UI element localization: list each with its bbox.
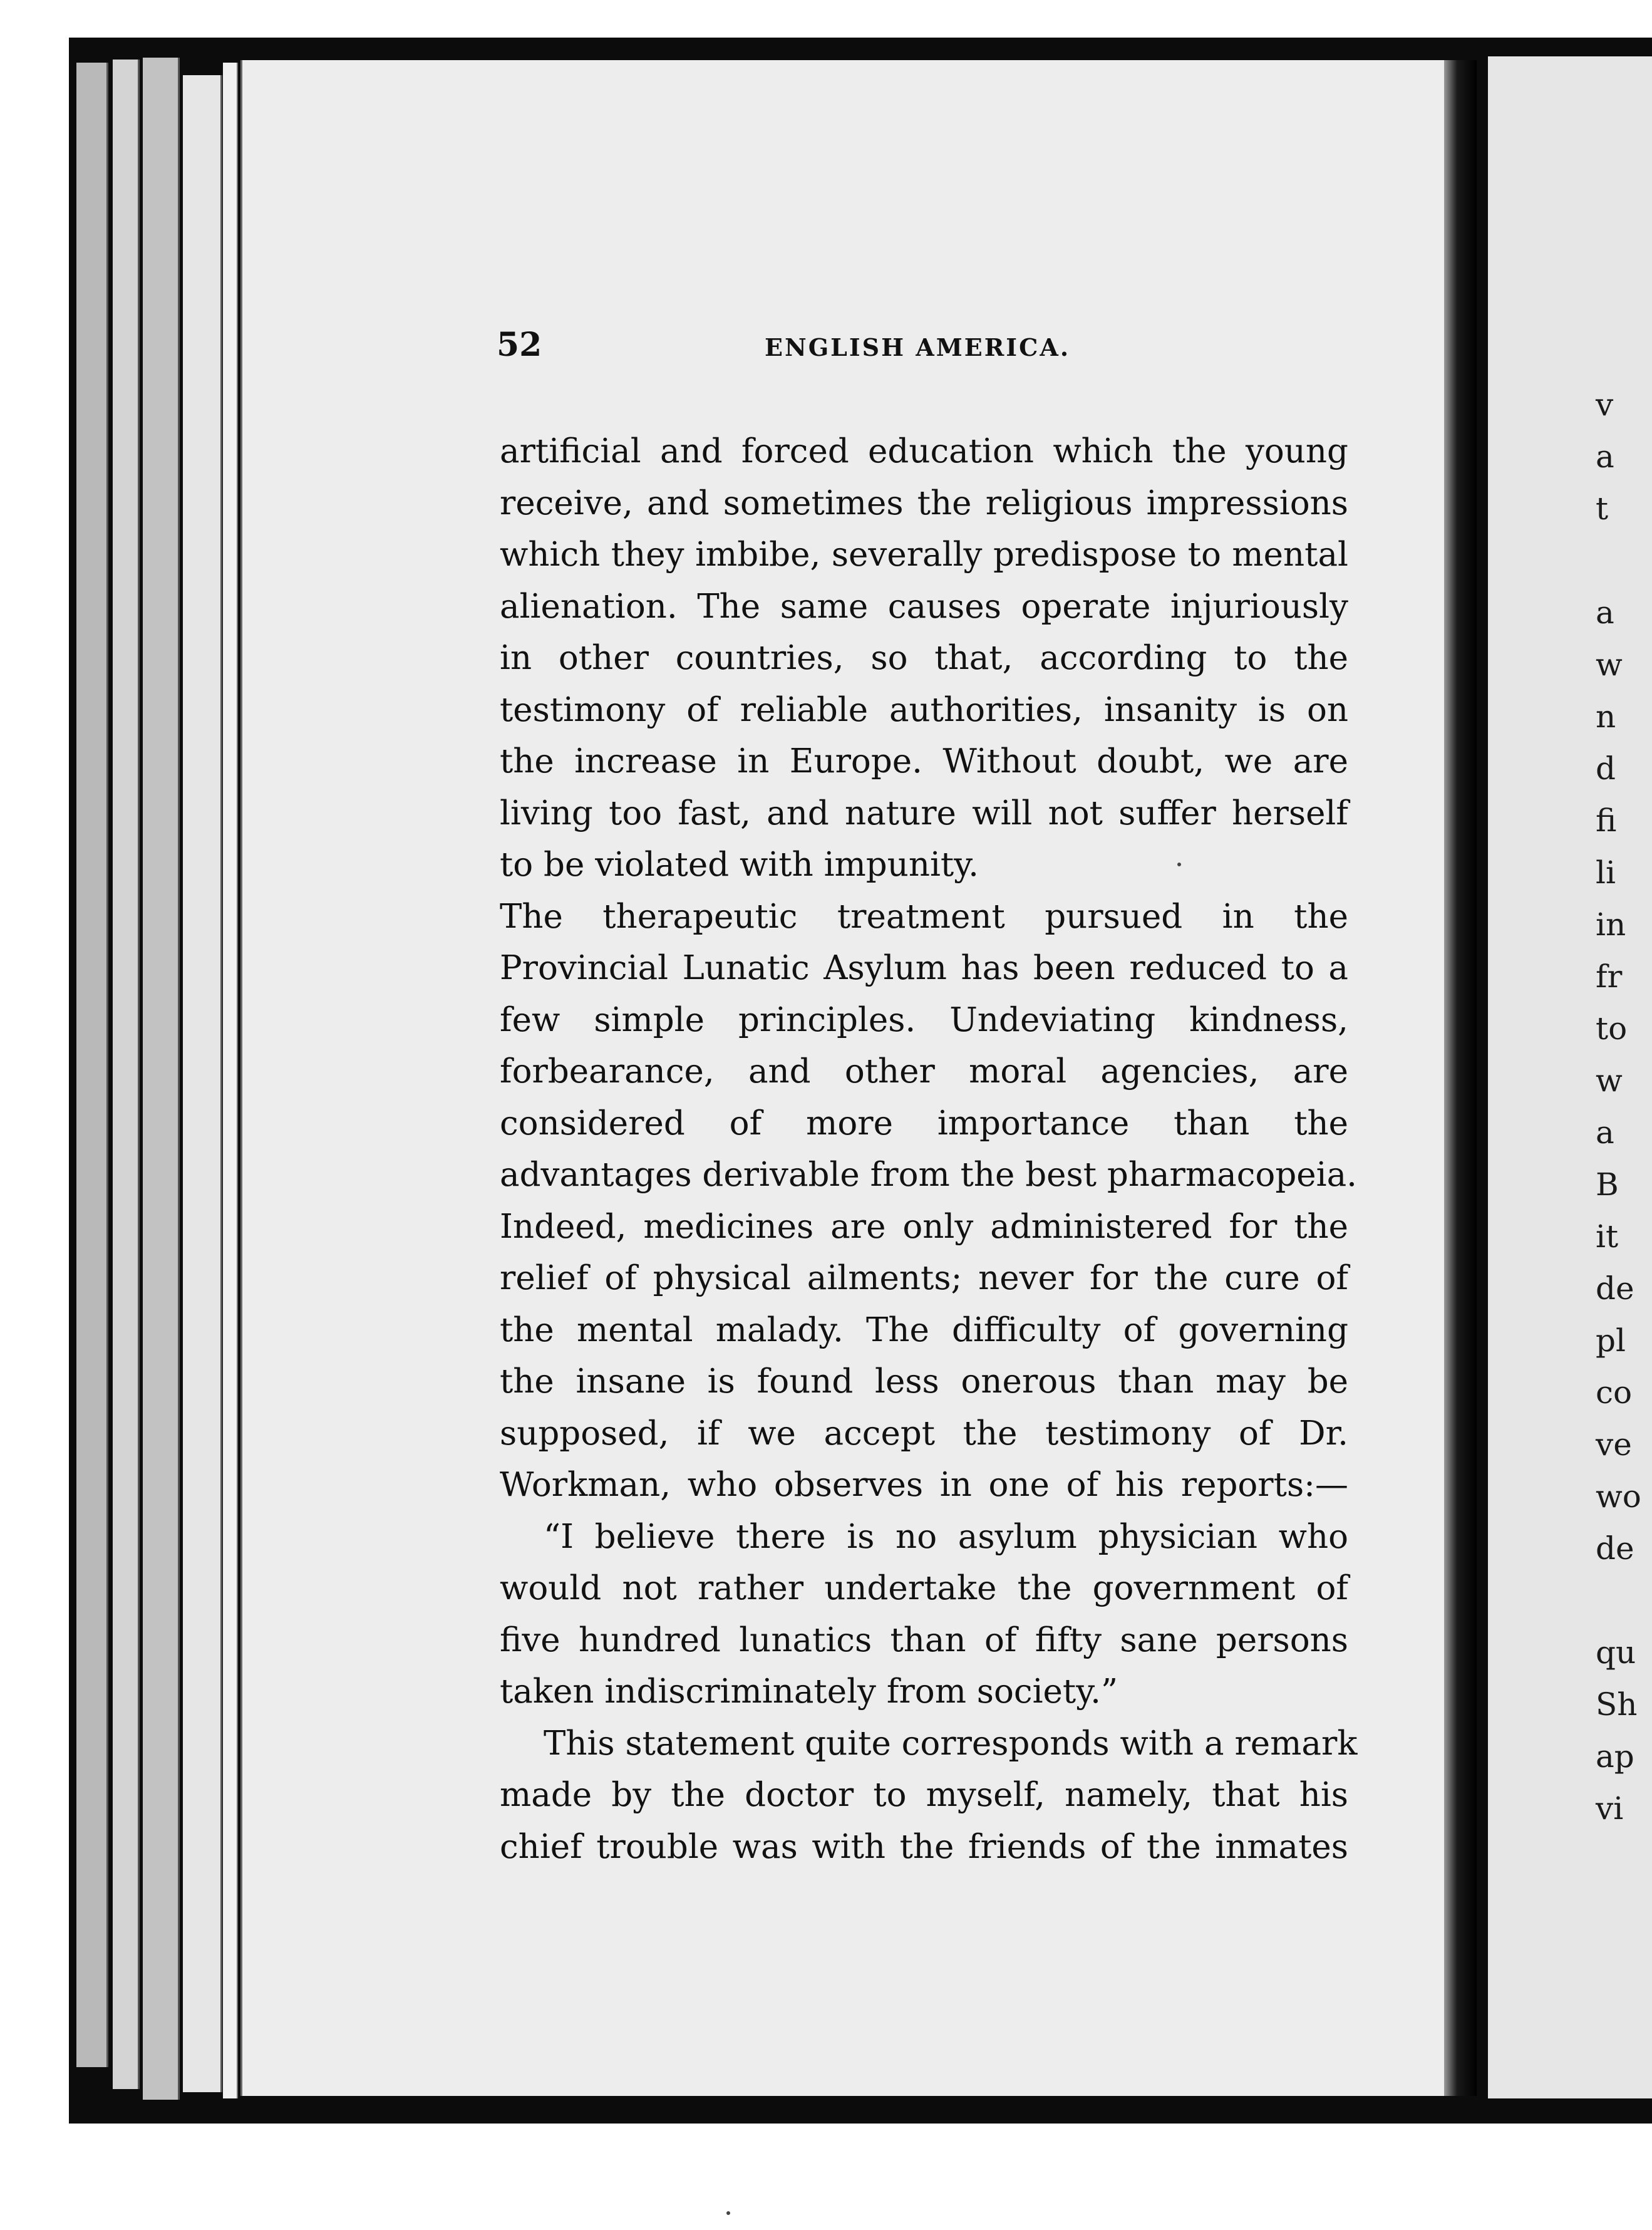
facing-fragment: vi — [1596, 1790, 1624, 1827]
text-line: in other countries, so that, according to the — [500, 639, 1348, 677]
text-line: artificial and forced education which the young — [500, 432, 1348, 470]
quote-line: would not rather undertake the government of — [500, 1569, 1348, 1607]
quote-line: “I believe there is no asylum physician who — [544, 1517, 1348, 1556]
page-edge — [113, 60, 140, 2089]
facing-fragment: a — [1596, 594, 1614, 631]
page-edge — [223, 63, 238, 2098]
speck — [1177, 863, 1181, 866]
text-line: forbearance, and other moral agencies, are — [500, 1052, 1348, 1091]
facing-fragment: de — [1596, 1270, 1634, 1307]
text-line: relief of physical ailments; never for the cure of — [500, 1259, 1348, 1297]
facing-fragment: w — [1596, 646, 1623, 683]
facing-fragment: to — [1596, 1010, 1628, 1047]
facing-fragment: d — [1596, 750, 1616, 787]
page-edge — [76, 63, 108, 2067]
quote-line: five hundred lunatics than of fifty sane persons — [500, 1621, 1348, 1659]
facing-fragment: qu — [1596, 1634, 1636, 1671]
text-line: few simple principles. Undeviating kindness, — [500, 1000, 1348, 1039]
text-line: chief trouble was with the friends of the inmates — [500, 1827, 1348, 1866]
facing-fragment: de — [1596, 1530, 1634, 1567]
page-edge — [143, 58, 180, 2100]
text-line: supposed, if we accept the testimony of Dr. — [500, 1414, 1348, 1453]
facing-fragment: it — [1596, 1218, 1619, 1255]
text-line: Provincial Lunatic Asylum has been reduced to a — [500, 949, 1348, 987]
text-line: the insane is found less onerous than may be — [500, 1362, 1348, 1401]
text-line: Workman, who observes in one of his reports:— — [500, 1466, 1348, 1504]
text-line: living too fast, and nature will not suffer herself — [500, 794, 1348, 832]
facing-fragment: t — [1596, 490, 1609, 527]
page-header — [497, 326, 1343, 376]
facing-page-fragments — [1596, 386, 1652, 1835]
facing-fragment: co — [1596, 1374, 1633, 1411]
page-number: 52 — [497, 326, 542, 364]
text-line: to be violated with impunity. — [500, 846, 979, 884]
text-line: the increase in Europe. Without doubt, we are — [500, 742, 1348, 780]
facing-fragment: ap — [1596, 1738, 1634, 1775]
facing-fragment: n — [1596, 698, 1616, 735]
body-text — [500, 426, 1358, 1873]
facing-fragment: wo — [1596, 1478, 1641, 1515]
text-line: which they imbibe, severally predispose to mental — [500, 536, 1348, 574]
text-line: alienation. The same causes operate injuriously — [500, 587, 1348, 626]
facing-fragment: ve — [1596, 1426, 1632, 1463]
page-edge — [183, 75, 222, 2092]
text-line: receive, and sometimes the religious impressions — [500, 484, 1348, 522]
facing-fragment: in — [1596, 906, 1626, 943]
facing-fragment: Sh — [1596, 1686, 1638, 1723]
text-line: made by the doctor to myself, namely, that his — [500, 1776, 1348, 1814]
running-head: ENGLISH AMERICA. — [765, 333, 1071, 361]
book-gutter — [1444, 60, 1477, 2096]
text-line: considered of more importance than the — [500, 1104, 1348, 1143]
facing-fragment — [1596, 535, 1652, 587]
text-line: advantages derivable from the best pharmacopeia. — [500, 1156, 1358, 1194]
facing-fragment: li — [1596, 854, 1616, 891]
text-line: Indeed, medicines are only administered for the — [500, 1207, 1348, 1246]
text-line: This statement quite corresponds with a remark — [544, 1724, 1358, 1763]
facing-fragment: a — [1596, 1114, 1614, 1151]
facing-fragment: fi — [1596, 802, 1617, 839]
facing-fragment: fr — [1596, 958, 1623, 995]
facing-fragment: w — [1596, 1062, 1623, 1099]
quote-line: taken indiscriminately from society.” — [500, 1672, 1118, 1711]
facing-fragment: a — [1596, 438, 1614, 475]
speck — [726, 2211, 730, 2215]
facing-fragment: pl — [1596, 1322, 1626, 1359]
facing-fragment: B — [1596, 1166, 1619, 1203]
facing-fragment: v — [1596, 386, 1614, 423]
text-line: testimony of reliable authorities, insanity is on — [500, 690, 1348, 729]
facing-fragment — [1596, 1575, 1652, 1627]
text-line: The therapeutic treatment pursued in the — [500, 897, 1348, 936]
text-line: the mental malady. The difficulty of governing — [500, 1310, 1348, 1349]
